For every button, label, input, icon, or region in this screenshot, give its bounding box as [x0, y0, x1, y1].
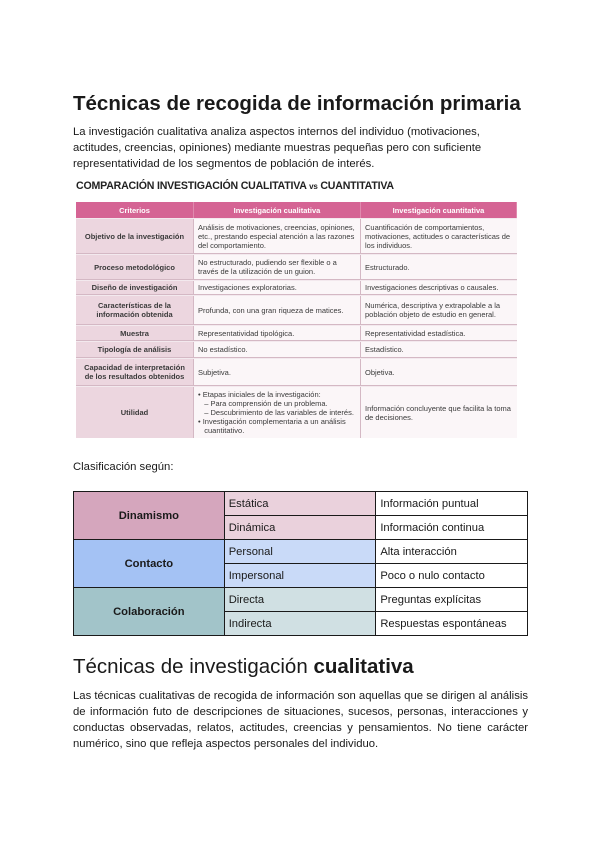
comparison-row [76, 219, 517, 254]
list-item: • Investigación complementaria a un análisis [198, 417, 346, 426]
section-heading [73, 655, 414, 679]
table-row [74, 588, 528, 612]
category-cell: Colaboración [74, 588, 225, 636]
quantitative-cell: Numérica, descriptiva y extrapolable a la población objeto de estudio en general. [361, 296, 517, 324]
comparison-title-a: COMPARACIÓN INVESTIGACIÓN CUALITATIVA [76, 180, 310, 192]
value-cell: Poco o nulo contacto [376, 564, 528, 588]
subcategory-cell: Dinámica [224, 516, 376, 540]
qualitative-cell: Análisis de motivaciones, creencias, opiniones, etc., prestando especial atención a las razones del comportamiento. [194, 219, 361, 253]
classification-table [73, 491, 528, 636]
qualitative-cell: Investigaciones exploratorias. [194, 281, 361, 294]
quantitative-cell: Representatividad estadística. [361, 326, 517, 340]
quantitative-cell: Estructurado. [361, 255, 517, 279]
comparison-header-row [76, 202, 517, 218]
qualitative-cell: No estructurado, pudiendo ser flexible o a través de la utilización de un guion. [194, 255, 361, 279]
quantitative-cell: Estadístico. [361, 342, 517, 357]
intro-paragraph: La investigación cualitativa analiza aspectos internos del individuo (motivaciones, actitudes, creencias, opiniones) mediante muestras pequeñas pero con suficiente representatividad de los segmentos de población de interés. [73, 126, 482, 170]
subcategory-cell: Impersonal [224, 564, 376, 588]
qualitative-cell: No estadístico. [194, 342, 361, 357]
comparison-row [76, 387, 517, 438]
value-cell: Preguntas explícitas [376, 588, 528, 612]
quantitative-cell: Investigaciones descriptivas o causales. [361, 281, 517, 294]
quantitative-cell: Información concluyente que facilita la toma de decisiones. [361, 387, 517, 438]
criterion-cell: Proceso metodológico [76, 255, 194, 279]
subcategory-cell: Estática [224, 492, 376, 516]
subcategory-cell: Personal [224, 540, 376, 564]
qualitative-cell: Representatividad tipológica. [194, 326, 361, 340]
comparison-row [76, 342, 517, 358]
value-cell: Información continua [376, 516, 528, 540]
comparison-table-image [76, 202, 517, 438]
value-cell: Respuestas espontáneas [376, 612, 528, 636]
criterion-cell: Características de la información obtenida [76, 296, 194, 324]
comparison-title [76, 180, 394, 192]
criterion-cell: Muestra [76, 326, 194, 340]
comparison-row [76, 281, 517, 295]
section-heading-b: cualitativa [313, 655, 414, 678]
criterion-cell: Utilidad [76, 387, 194, 438]
list-item: – Para comprensión de un problema. [198, 399, 328, 408]
comparison-title-b: CUANTITATIVA [317, 180, 394, 192]
quantitative-cell: Cuantificación de comportamientos, motivaciones, actitudes o características de los individuos. [361, 219, 517, 253]
quantitative-cell: Objetiva. [361, 359, 517, 385]
section-paragraph: Las técnicas cualitativas de recogida de información son aquellas que se dirigen al análisis de información futo de descripciones de situaciones, sucesos, personas, interacciones y conductas observadas, relatos, actitudes, creencias y pensamientos. No tiene carácter numérico, sino que refleja aspectos personales del individuo. [73, 690, 528, 750]
criterion-cell: Tipología de análisis [76, 342, 194, 357]
comparison-row [76, 326, 517, 341]
list-item: cuantitativo. [198, 426, 245, 435]
table-row [74, 492, 528, 516]
qualitative-cell: Subjetiva. [194, 359, 361, 385]
category-cell: Dinamismo [74, 492, 225, 540]
comparison-title-vs: vs [309, 182, 318, 191]
classification-label: Clasificación según: [73, 461, 174, 473]
list-item: – Descubrimiento de las variables de interés. [198, 408, 354, 417]
value-cell: Información puntual [376, 492, 528, 516]
header-cuantitativa: Investigación cuantitativa [361, 202, 517, 218]
list-item: • Etapas iniciales de la investigación: [198, 390, 321, 399]
criterion-cell: Diseño de investigación [76, 281, 194, 294]
comparison-row [76, 359, 517, 386]
subcategory-cell: Directa [224, 588, 376, 612]
utilidad-list [198, 390, 354, 435]
qualitative-cell: Profunda, con una gran riqueza de matices. [194, 296, 361, 324]
category-cell: Contacto [74, 540, 225, 588]
value-cell: Alta interacción [376, 540, 528, 564]
criterion-cell: Objetivo de la investigación [76, 219, 194, 253]
table-row [74, 540, 528, 564]
subcategory-cell: Indirecta [224, 612, 376, 636]
page-heading: Técnicas de recogida de información primaria [73, 92, 521, 115]
header-cualitativa: Investigación cualitativa [194, 202, 361, 218]
section-heading-a: Técnicas de investigación [73, 655, 314, 678]
comparison-row [76, 296, 517, 325]
criterion-cell: Capacidad de interpretación de los resultados obtenidos [76, 359, 194, 385]
header-criterios: Criterios [76, 202, 194, 218]
comparison-row [76, 255, 517, 280]
qualitative-cell [194, 387, 361, 438]
